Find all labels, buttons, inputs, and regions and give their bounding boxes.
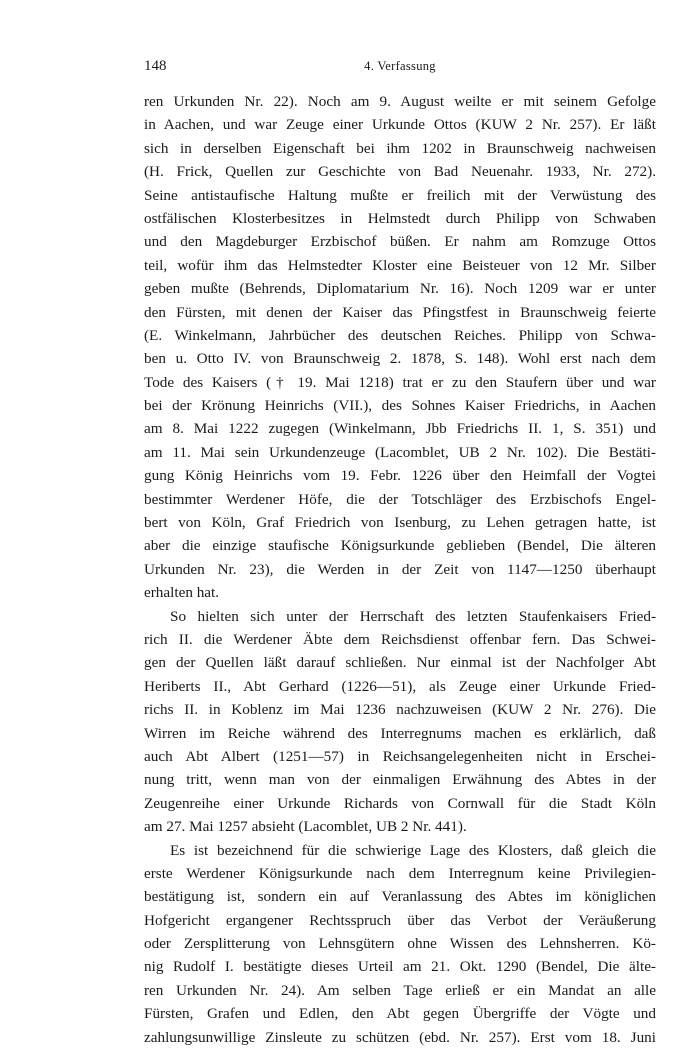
page-header — [144, 56, 656, 80]
text-line: erhalten hat. — [144, 584, 220, 602]
text-line: gung König Heinrichs vom 19. Febr. 1226 über den Heimfall der Vogtei — [144, 467, 656, 485]
text-line: nig Rudolf I. bestätigte dieses Urteil am 21. Okt. 1290 (Bendel, Die älte- — [144, 958, 656, 976]
text-line: bestätigung ist, sondern ein auf Veranlassung des Abtes im königlichen — [144, 888, 656, 906]
text-line: Seine antistaufische Haltung mußte er freilich mit der Verwüstung des — [144, 186, 656, 204]
text-line: Urkunden Nr. 23), die Werden in der Zeit von 1147—1250 überhaupt — [144, 560, 656, 578]
text-line: zahlungsunwillige Zinsleute zu schützen (ebd. Nr. 257). Erst vom 18. Juni — [144, 1028, 656, 1046]
text-line: in Aachen, und war Zeuge einer Urkunde Ottos (KUW 2 Nr. 257). Er läßt — [144, 116, 656, 134]
text-line: Heriberts II., Abt Gerhard (1226—51), als Zeuge einer Urkunde Fried- — [144, 677, 656, 695]
text-line: Wirren im Reiche während des Interregnums machen es erklärlich, daß — [144, 724, 656, 742]
text-line: bei der Krönung Heinrichs (VII.), des Sohnes Kaiser Friedrichs, in Aachen — [144, 397, 656, 415]
text-line: gen der Quellen läßt darauf schließen. Nur einmal ist der Nachfolger Abt — [144, 654, 656, 672]
text-line: Tode des Kaisers († 19. Mai 1218) trat er zu den Staufern über und war — [144, 373, 656, 391]
text-line: am 27. Mai 1257 absieht (Lacomblet, UB 2 Nr. 441). — [144, 818, 467, 836]
text-line: auch Abt Albert (1251—57) in Reichsangelegenheiten nicht in Erschei- — [144, 747, 656, 765]
text-line: und den Magdeburger Erzbischof büßen. Er nahm am Romzuge Ottos — [144, 233, 656, 251]
text-line: den Fürsten, mit denen der Kaiser das Pfingstfest in Braunschweig feierte — [144, 303, 656, 321]
paragraph-start-line: So hielten sich unter der Herrschaft des letzten Staufenkaisers Fried- — [170, 607, 656, 625]
text-line: sich in derselben Eigenschaft bei ihm 1202 in Braunschweig nachweisen — [144, 139, 656, 157]
text-line: teil, wofür ihm das Helmstedter Kloster eine Beisteuer von 12 Mr. Silber — [144, 256, 656, 274]
text-line: Zeugenreihe einer Urkunde Richards von Cornwall für die Stadt Köln — [144, 794, 656, 812]
text-line: erste Werdener Königsurkunde nach dem Interregnum keine Privilegien- — [144, 864, 656, 882]
body-text — [144, 90, 656, 1049]
text-line: richs II. in Koblenz im Mai 1236 nachzuweisen (KUW 2 Nr. 276). Die — [144, 701, 656, 719]
text-line: Fürsten, Grafen und Edlen, den Abt gegen Übergriffe der Vögte und — [144, 1005, 656, 1023]
paragraph-start-line: Es ist bezeichnend für die schwierige Lage des Klosters, daß gleich die — [170, 841, 656, 859]
text-line: oder Zersplitterung von Lehnsgütern ohne Wissen des Lehnsherren. Kö- — [144, 935, 656, 953]
text-line: ren Urkunden Nr. 24). Am selben Tage erließ er ein Mandat an alle — [144, 981, 656, 999]
text-line: ren Urkunden Nr. 22). Noch am 9. August weilte er mit seinem Gefolge — [144, 93, 656, 110]
text-line: geben mußte (Behrends, Diplomatarium Nr. 16). Noch 1209 war er unter — [144, 280, 656, 298]
text-line: (H. Frick, Quellen zur Geschichte von Bad Neuenahr. 1933, Nr. 272). — [144, 163, 656, 181]
text-line: bert von Köln, Graf Friedrich von Isenburg, zu Lehen getragen hatte, ist — [144, 514, 656, 532]
text-line: Hofgericht ergangener Rechtsspruch über das Verbot der Veräußerung — [144, 911, 656, 929]
text-line: am 11. Mai sein Urkundenzeuge (Lacomblet, UB 2 Nr. 102). Die Bestäti- — [144, 443, 656, 461]
text-line: (E. Winkelmann, Jahrbücher des deutschen Reiches. Philipp von Schwa- — [144, 326, 656, 344]
text-line: ostfälischen Klosterbesitzes in Helmstedt durch Philipp von Schwaben — [144, 209, 656, 227]
text-line: bestimmter Werdener Höfe, die der Totschläger des Erzbischofs Engel- — [144, 490, 656, 508]
text-line: nung tritt, wenn man von der einmaligen Erwähnung des Abtes in der — [144, 771, 656, 789]
text-line: aber die einzige staufische Königsurkunde geblieben (Bendel, Die älteren — [144, 537, 656, 555]
text-line: rich II. die Werdener Äbte dem Reichsdienst offenbar fern. Das Schwei- — [144, 630, 656, 648]
text-line: ben u. Otto IV. von Braunschweig 2. 1878, S. 148). Wohl erst nach dem — [144, 350, 656, 368]
running-head: 4. Verfassung — [364, 59, 436, 73]
page-number: 148 — [144, 58, 167, 74]
text-line: am 8. Mai 1222 zugegen (Winkelmann, Jbb Friedrichs II. 1, S. 351) und — [144, 420, 656, 438]
